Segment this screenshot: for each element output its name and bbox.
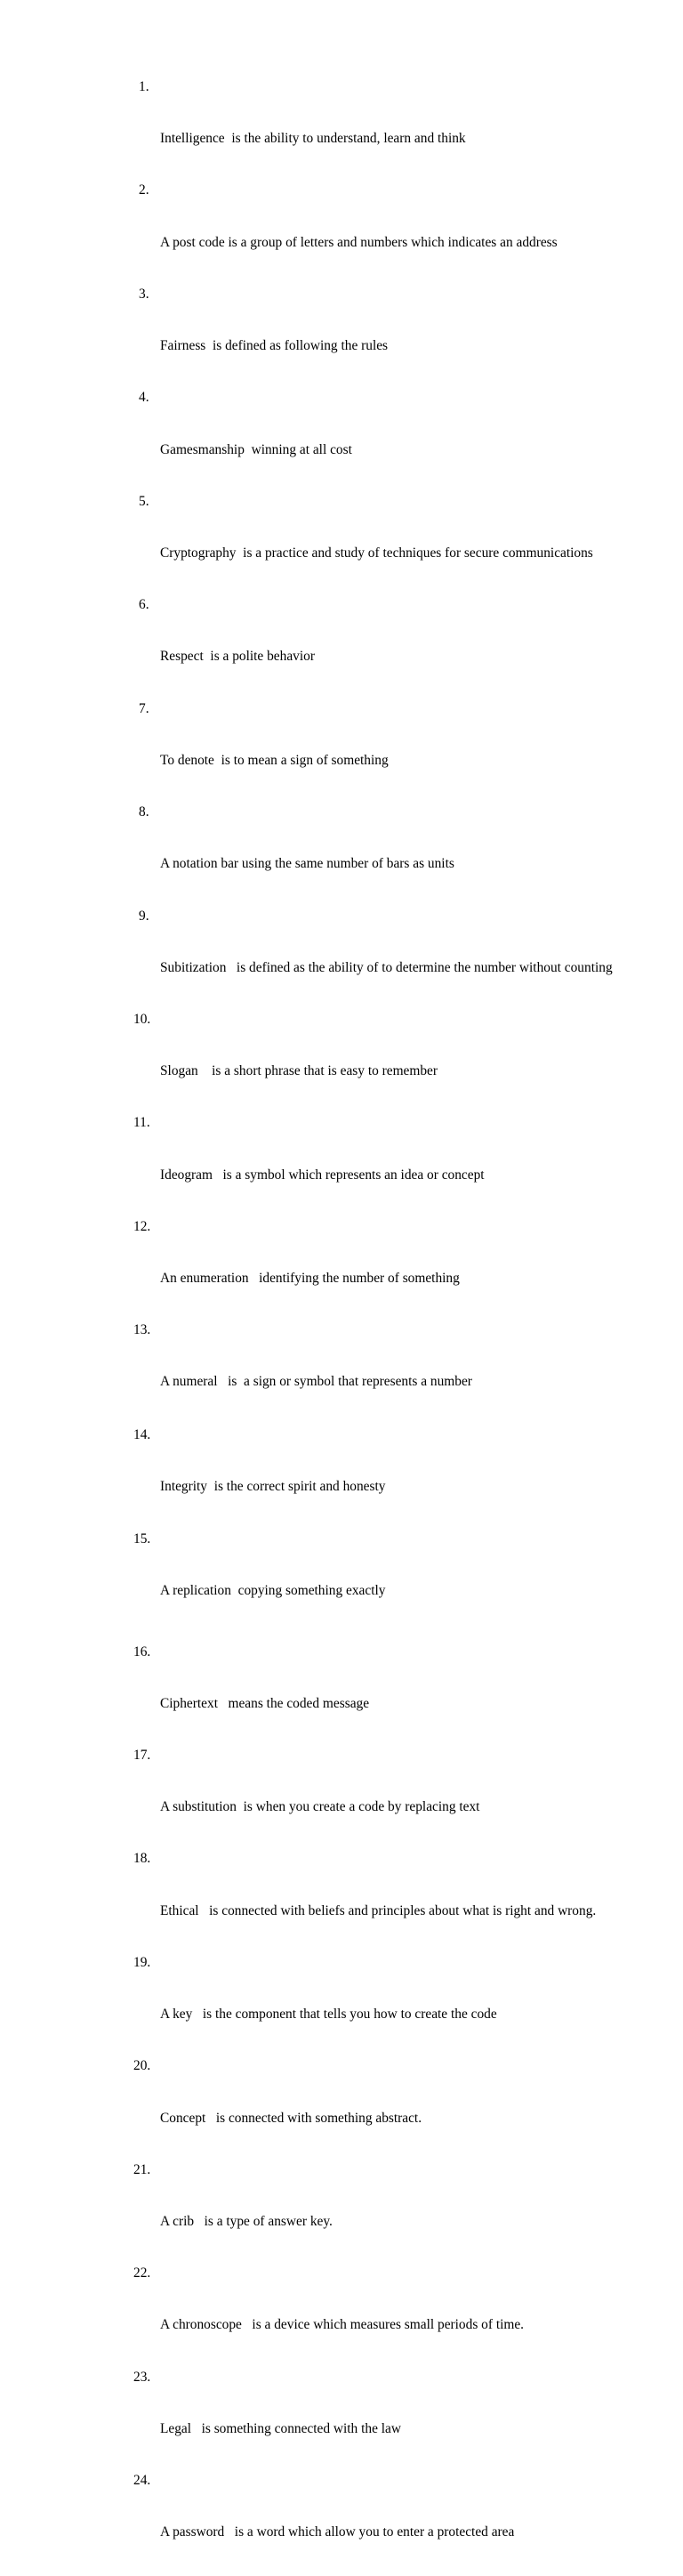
item-number: 11. [133,1115,150,1131]
list-item [133,700,636,803]
list-item [133,908,636,1011]
item-number: 24. [133,2473,151,2489]
list-item [133,2472,636,2575]
item-text: Subitization is defined as the ability of to determine the number without counting [160,959,613,975]
list-item [133,1850,636,1953]
list-item [133,1011,636,1114]
list-item [133,1643,636,1747]
item-number: 22. [133,2265,151,2281]
list-item [133,389,636,492]
item-number: 20. [133,2058,151,2074]
item-text: A crib is a type of answer key. [160,2213,333,2229]
list-item [133,182,636,285]
item-text: Fairness is defined as following the rules [160,338,389,354]
item-text: A post code is a group of letters and numbers which indicates an address [160,234,558,250]
item-text: A replication copying something exactly [160,1583,386,1599]
item-number: 7. [139,700,149,716]
list-item [133,803,636,907]
item-number: 4. [139,390,149,406]
item-text: A chronoscope is a device which measures small periods of time. [160,2317,525,2333]
item-number: 13. [133,1322,151,1338]
list-item [133,1747,636,1850]
item-number: 18. [133,1851,151,1867]
list-item [133,2369,636,2472]
item-text: A notation bar using the same number of bars as units [160,856,454,872]
item-text: Ideogram is a symbol which represents an idea or concept [160,1167,485,1183]
item-number: 16. [133,1643,151,1659]
list-item [133,2161,636,2265]
item-text: Ciphertext means the coded message [160,1695,370,1711]
item-number: 10. [133,1011,151,1027]
list-item [133,1218,636,1321]
item-text: An enumeration identifying the number of something [160,1271,460,1287]
item-text: To denote is to mean a sign of something [160,752,389,768]
list-item [133,2057,636,2160]
item-number: 3. [139,286,149,302]
item-number: 15. [133,1531,151,1547]
item-text: A numeral is a sign or symbol that represents a number [160,1374,472,1390]
item-text: Integrity is the correct spirit and honesty [160,1478,386,1494]
item-number: 9. [139,908,149,924]
item-text: A key is the component that tells you how to create the code [160,2007,497,2023]
list-item [133,286,636,389]
item-text: A password is a word which allow you to enter a protected area [160,2524,515,2540]
item-number: 2. [139,182,149,198]
list-item [133,1321,636,1425]
list-item [133,493,636,596]
item-text: Cryptography is a practice and study of techniques for secure communications [160,545,593,561]
item-text: Slogan is a short phrase that is easy to remember [160,1063,438,1079]
list-item [133,1954,636,2057]
item-number: 14. [133,1426,151,1442]
item-text: Legal is something connected with the law [160,2420,401,2436]
item-number: 8. [139,804,149,820]
item-number: 12. [133,1218,151,1234]
item-text: Ethical is connected with beliefs and principles about what is right and wrong. [160,1902,597,1918]
item-number: 1. [139,79,149,94]
item-number: 19. [133,1954,151,1970]
list-item [133,2265,636,2368]
item-text: Intelligence is the ability to understand, learn and think [160,131,466,147]
list-item [133,596,636,699]
list-item [133,1530,636,1634]
list-item [133,1114,636,1217]
item-text: A substitution is when you create a code by replacing text [160,1799,480,1815]
item-text: Gamesmanship winning at all cost [160,441,352,457]
item-text: Respect is a polite behavior [160,649,315,665]
item-text: Concept is connected with something abstract. [160,2110,422,2126]
item-number: 23. [133,2369,151,2385]
list-item [133,78,636,182]
definition-list [133,78,636,2576]
item-number: 21. [133,2161,151,2177]
item-number: 17. [133,1748,151,1763]
item-number: 6. [139,597,149,613]
item-number: 5. [139,493,149,509]
list-item [133,1426,636,1530]
